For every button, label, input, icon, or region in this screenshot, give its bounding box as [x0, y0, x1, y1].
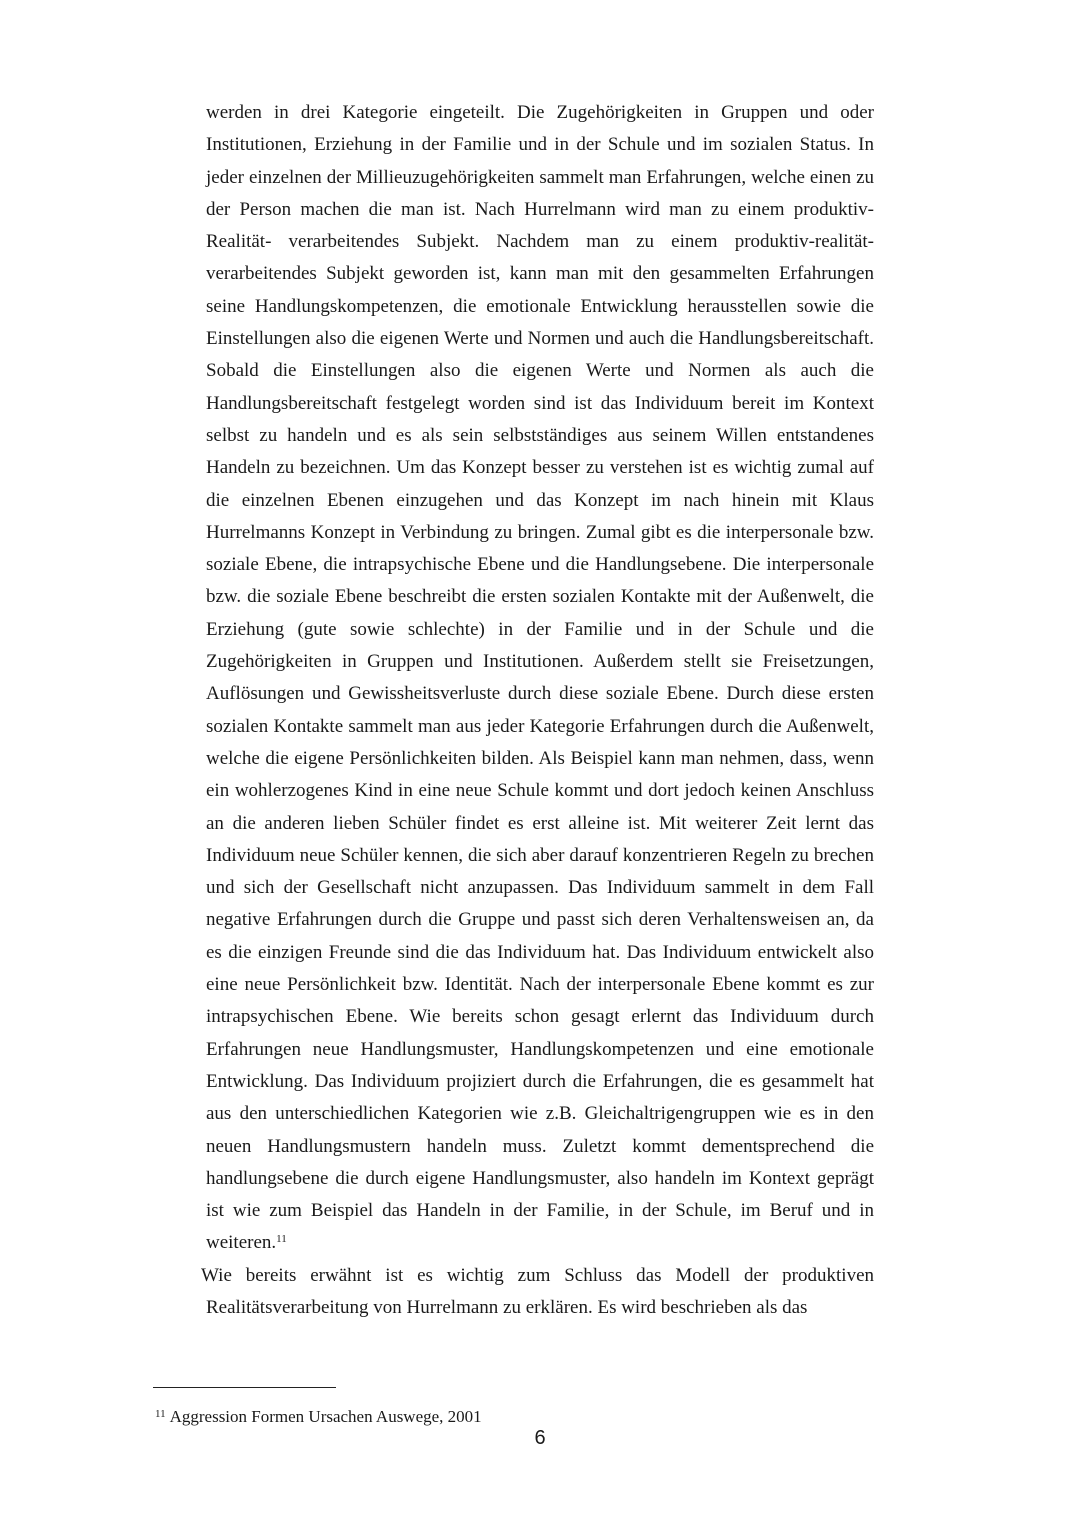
footnote [155, 1404, 482, 1427]
footnote-divider [153, 1387, 336, 1388]
paragraph [206, 97, 874, 1260]
page-number: 6 [534, 1427, 546, 1449]
footnote-number: 11 [155, 1408, 166, 1420]
footnote-reference[interactable]: 11 [276, 1233, 287, 1246]
paragraph-text: werden in drei Kategorie eingeteilt. Die Zugehörigkeiten in Gruppen und oder Institutionen, Erziehung in der Familie und in der Schule und im sozialen Status. In jeder einzelnen der Millieuzugehörigkeiten sammelt man Erfahrungen, welche einen zu der Person machen die man ist. Nach Hurrelmann wird man zu einem produktiv- Realität- verarbeitendes Subjekt. Nachdem man zu einem produktiv-realität-verarbeitendes Subjekt geworden ist, kann man mit den gesammelten Erfahrungen seine Handlungskompetenzen, die emotionale Entwicklung herausstellen sowie die Einstellungen also die eigenen Werte und Normen und auch die Handlungsbereitschaft. Sobald die Einstellungen also die eigenen Werte und Normen als auch die Handlungsbereitschaft festgelegt worden sind ist das Individuum bereit im Kontext selbst zu handeln und es als sein selbstständiges aus seinem Willen entstandenes Handeln zu bezeichnen. Um das Konzept besser zu verstehen ist es wichtig zumal auf die einzelnen Ebenen einzugehen und das Konzept im nach hinein mit Klaus Hurrelmanns Konzept in Verbindung zu bringen. Zumal gibt es die interpersonale bzw. soziale Ebene, die intrapsychische Ebene und die Handlungsebene. Die interpersonale bzw. die soziale Ebene beschreibt die ersten sozialen Kontakte mit der Außenwelt, die Erziehung (gute sowie schlechte) in der Familie und in der Schule und die Zugehörigkeiten in Gruppen und Institutionen. Außerdem stellt sie Freisetzungen, Auflösungen und Gewissheitsverluste durch diese soziale Ebene. Durch diese ersten sozialen Kontakte sammelt man aus jeder Kategorie Erfahrungen durch die Außenwelt, welche die eigene Persönlichkeiten bilden. Als Beispiel kann man nehmen, dass, wenn ein wohlerzogenes Kind in eine neue Schule kommt und dort jedoch keinen Anschluss an die anderen lieben Schüler findet es erst alleine ist. Mit weiterer Zeit lernt das Individuum neue Schüler kennen, die sich aber darauf konzentrieren Regeln zu brechen und sich der Gesellschaft nicht anzupassen. Das Individuum sammelt in dem Fall negative Erfahrungen durch die Gruppe und passt sich deren Verhaltensweisen an, da es die einzigen Freunde sind die das Individuum hat. Das Individuum entwickelt also eine neue Persönlichkeit bzw. Identität. Nach der interpersonale Ebene kommt es zur intrapsychischen Ebene. Wie bereits schon gesagt erlernt das Individuum durch Erfahrungen neue Handlungsmuster, Handlungskompetenzen und eine emotionale Entwicklung. Das Individuum projiziert durch die Erfahrungen, die es gesammelt hat aus den unterschiedlichen Kategorien wie z.B. Gleichaltrigengruppen wie es in den neuen Handlungsmustern handeln muss. Zuletzt kommt dementsprechend die handlungsebene die durch eigene Handlungsmuster, also handeln im Kontext geprägt ist wie zum Beispiel das Handeln in der Familie, in der Schule, im Beruf und in weiteren. [206, 102, 874, 1254]
body-text [201, 97, 874, 1324]
paragraph: Wie bereits erwähnt ist es wichtig zum Schluss das Modell der produktiven Realitätsverarbeitung von Hurrelmann zu erklären. Es wird beschrieben als das [201, 1264, 874, 1318]
footnote-text: Aggression Formen Ursachen Auswege, 2001 [169, 1407, 482, 1426]
